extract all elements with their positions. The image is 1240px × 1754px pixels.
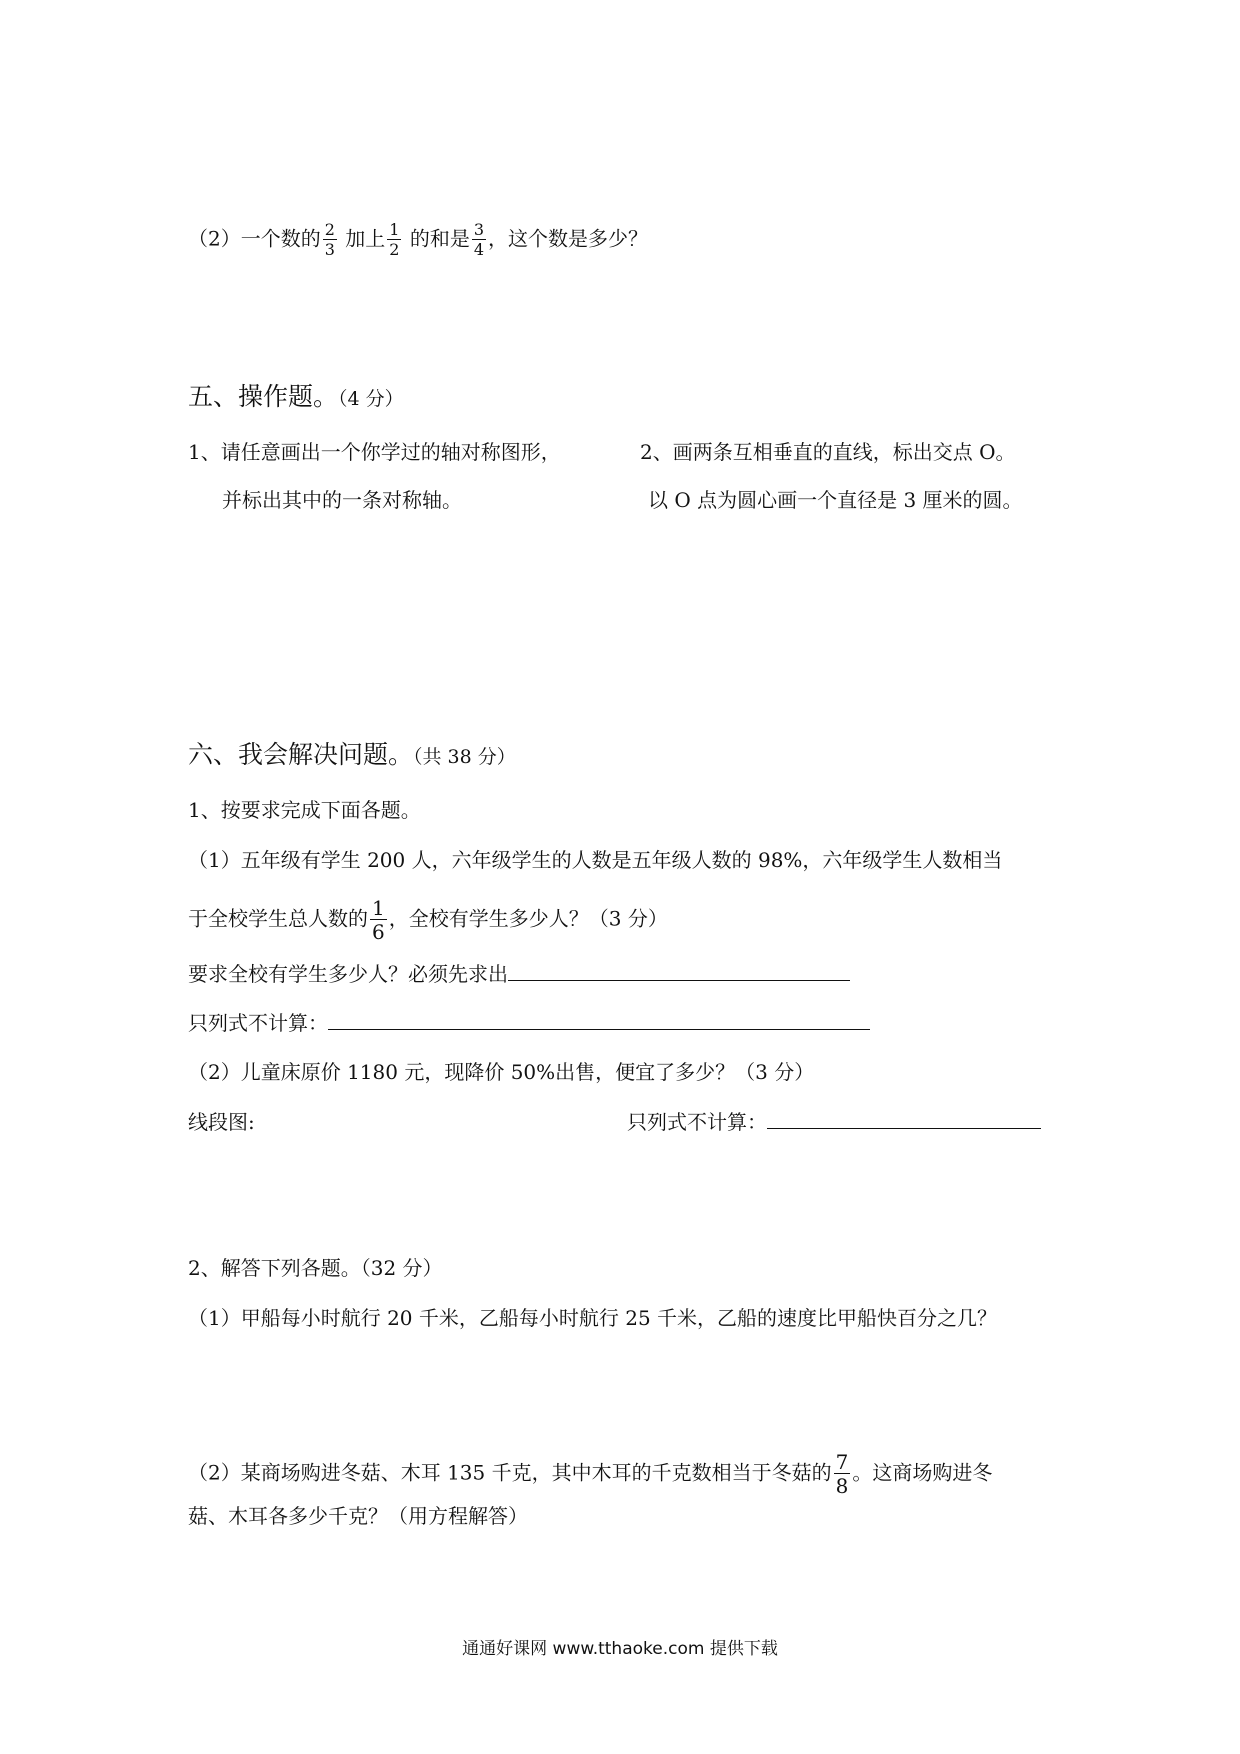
- fraction-three-quarters: $\frac{3}{4}$: [473, 220, 485, 259]
- fraction-two-thirds: $\frac{2}{3}$: [324, 220, 335, 259]
- section-6-q2-line-2: 菇、木耳各多少千克？（用方程解答）: [188, 1504, 528, 1528]
- section-6-p2-formula-line: 只列式不计算：: [627, 1108, 1041, 1136]
- section-6-part-1-title: 1、按要求完成下面各题。: [188, 798, 421, 822]
- section-6-heading: 六、我会解决问题。（共 38 分）: [188, 740, 516, 769]
- section-6-p1-must-line: 要求全校有学生多少人？必须先求出: [188, 960, 850, 988]
- section-5-item-2-line-1: 2、画两条互相垂直的直线，标出交点 O。: [640, 440, 1016, 464]
- answer-blank-3[interactable]: [767, 1108, 1041, 1129]
- section-6-q1: （1）甲船每小时航行 20 千米，乙船每小时航行 25 千米，乙船的速度比甲船快百分之几？: [188, 1306, 998, 1330]
- fraction-seven-eighths: $\frac{7}{8}$: [835, 1450, 849, 1498]
- section-6-p2-diagram-label: 线段图:: [188, 1110, 255, 1134]
- section-6-p1-line-2: 于全校学生总人数的 $\frac{1}{6}$ ，全校有学生多少人？（3 分）: [188, 896, 668, 944]
- section-5-item-2-line-2: 以 O 点为圆心画一个直径是 3 厘米的圆。: [648, 488, 1023, 512]
- fraction-one-sixth: $\frac{1}{6}$: [372, 896, 385, 944]
- answer-blank-1[interactable]: [508, 960, 850, 981]
- section-6-p1-line-1: （1）五年级有学生 200 人，六年级学生的人数是五年级人数的 98%，六年级学生人数相当: [188, 848, 1003, 872]
- section-6-q2-line-1: （2）某商场购进冬菇、木耳 135 千克，其中木耳的千克数相当于冬菇的 $\frac{7}{8}$ 。这商场购进冬: [188, 1450, 993, 1498]
- section-6-p2-line: （2）儿童床原价 1180 元，现降价 50%出售，便宜了多少？（3 分）: [188, 1060, 815, 1084]
- question-4-2: （2）一个数的 $\frac{2}{3}$ 加上 $\frac{1}{2}$ 的和是 $\frac{3}{4}$ ，这个数是多少？: [188, 220, 649, 259]
- section-6-p1-formula-line: 只列式不计算：: [188, 1009, 870, 1037]
- section-6-part-2-title: 2、解答下列各题。（32 分）: [188, 1256, 443, 1280]
- page-footer: 通通好课网 www.tthaoke.com 提供下载: [462, 1639, 778, 1659]
- answer-blank-2[interactable]: [328, 1009, 870, 1030]
- section-5-item-1-line-2: 并标出其中的一条对称轴。: [222, 488, 462, 512]
- section-5-heading: 五、操作题。（4 分）: [188, 382, 404, 411]
- section-5-item-1-line-1: 1、请任意画出一个你学过的轴对称图形，: [188, 440, 561, 464]
- fraction-one-half: $\frac{1}{2}$: [389, 220, 400, 259]
